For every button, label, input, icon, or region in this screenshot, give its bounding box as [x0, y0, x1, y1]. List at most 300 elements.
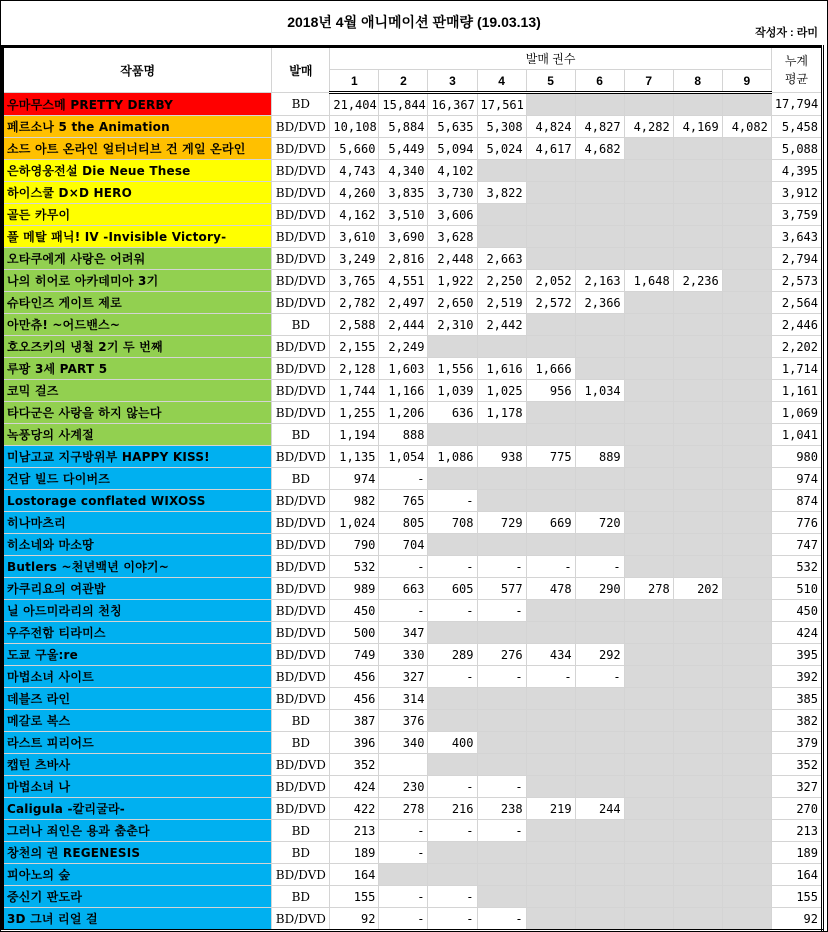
volume-1-sales-cell[interactable]: 450 [330, 600, 379, 622]
empty-cell[interactable] [477, 534, 526, 556]
volume-1-sales-cell[interactable]: 4,260 [330, 182, 379, 204]
volume-1-sales-cell[interactable]: 1,194 [330, 424, 379, 446]
volume-6-sales-cell[interactable]: 292 [575, 644, 624, 666]
title-cell[interactable]: 소드 아트 온라인 얼터너티브 건 게일 온라인 [3, 138, 272, 160]
volume-2-sales-cell[interactable]: 704 [379, 534, 428, 556]
format-cell[interactable]: BD/DVD [272, 204, 330, 226]
empty-cell[interactable] [575, 490, 624, 512]
title-cell[interactable]: 풀 메탈 패닉! IV -Invisible Victory- [3, 226, 272, 248]
empty-cell[interactable] [575, 534, 624, 556]
average-cell[interactable]: 747 [771, 534, 822, 556]
title-cell[interactable]: 녹풍당의 사계절 [3, 424, 272, 446]
empty-cell[interactable] [722, 490, 771, 512]
average-cell[interactable]: 379 [771, 732, 822, 754]
empty-cell[interactable] [526, 864, 575, 886]
average-cell[interactable]: 1,069 [771, 402, 822, 424]
title-cell[interactable]: 우주전함 티라미스 [3, 622, 272, 644]
average-cell[interactable]: 974 [771, 468, 822, 490]
column-header-volumes-group[interactable]: 발매 권수 [330, 47, 771, 70]
volume-7-sales-cell[interactable]: 1,648 [624, 270, 673, 292]
volume-4-sales-cell[interactable]: - [477, 666, 526, 688]
volume-1-sales-cell[interactable]: 10,108 [330, 116, 379, 138]
volume-1-sales-cell[interactable]: 1,024 [330, 512, 379, 534]
volume-5-sales-cell[interactable]: 669 [526, 512, 575, 534]
column-header-volume-4[interactable]: 4 [477, 70, 526, 93]
volume-6-sales-cell[interactable]: 2,163 [575, 270, 624, 292]
empty-cell[interactable] [624, 490, 673, 512]
volume-3-sales-cell[interactable]: - [428, 600, 477, 622]
format-cell[interactable]: BD/DVD [272, 292, 330, 314]
title-cell[interactable]: 라스트 피리어드 [3, 732, 272, 754]
empty-cell[interactable] [428, 622, 477, 644]
volume-1-sales-cell[interactable]: 1,744 [330, 380, 379, 402]
volume-2-sales-cell[interactable]: - [379, 908, 428, 931]
average-cell[interactable]: 980 [771, 446, 822, 468]
empty-cell[interactable] [477, 424, 526, 446]
volume-2-sales-cell[interactable] [379, 754, 428, 776]
volume-1-sales-cell[interactable]: 2,588 [330, 314, 379, 336]
volume-4-sales-cell[interactable]: 2,442 [477, 314, 526, 336]
volume-7-sales-cell[interactable]: 4,282 [624, 116, 673, 138]
empty-cell[interactable] [722, 182, 771, 204]
empty-cell[interactable] [428, 534, 477, 556]
volume-1-sales-cell[interactable]: 749 [330, 644, 379, 666]
volume-4-sales-cell[interactable]: 1,025 [477, 380, 526, 402]
volume-3-sales-cell[interactable]: - [428, 908, 477, 931]
average-cell[interactable]: 164 [771, 864, 822, 886]
volume-5-sales-cell[interactable]: 4,617 [526, 138, 575, 160]
average-cell[interactable]: 5,088 [771, 138, 822, 160]
empty-cell[interactable] [575, 468, 624, 490]
format-cell[interactable]: BD [272, 710, 330, 732]
format-cell[interactable]: BD/DVD [272, 490, 330, 512]
volume-1-sales-cell[interactable]: 1,255 [330, 402, 379, 424]
empty-cell[interactable] [526, 908, 575, 931]
empty-cell[interactable] [673, 754, 722, 776]
volume-2-sales-cell[interactable]: 376 [379, 710, 428, 732]
empty-cell[interactable] [624, 446, 673, 468]
empty-cell[interactable] [624, 798, 673, 820]
title-cell[interactable]: 루팡 3세 PART 5 [3, 358, 272, 380]
format-cell[interactable]: BD [272, 842, 330, 864]
empty-cell[interactable] [673, 248, 722, 270]
empty-cell[interactable] [575, 688, 624, 710]
empty-cell[interactable] [673, 644, 722, 666]
empty-cell[interactable] [673, 666, 722, 688]
volume-4-sales-cell[interactable]: - [477, 556, 526, 578]
average-cell[interactable]: 510 [771, 578, 822, 600]
format-cell[interactable]: BD/DVD [272, 754, 330, 776]
volume-5-sales-cell[interactable]: 775 [526, 446, 575, 468]
empty-cell[interactable] [526, 754, 575, 776]
empty-cell[interactable] [722, 314, 771, 336]
volume-1-sales-cell[interactable]: 989 [330, 578, 379, 600]
empty-cell[interactable] [722, 468, 771, 490]
volume-6-sales-cell[interactable]: - [575, 666, 624, 688]
empty-cell[interactable] [575, 314, 624, 336]
volume-6-sales-cell[interactable]: 889 [575, 446, 624, 468]
format-cell[interactable]: BD/DVD [272, 578, 330, 600]
empty-cell[interactable] [624, 226, 673, 248]
empty-cell[interactable] [624, 468, 673, 490]
volume-1-sales-cell[interactable]: 352 [330, 754, 379, 776]
empty-cell[interactable] [722, 270, 771, 292]
format-cell[interactable]: BD [272, 732, 330, 754]
empty-cell[interactable] [477, 468, 526, 490]
empty-cell[interactable] [673, 710, 722, 732]
volume-2-sales-cell[interactable]: 805 [379, 512, 428, 534]
empty-cell[interactable] [575, 622, 624, 644]
empty-cell[interactable] [575, 842, 624, 864]
format-cell[interactable]: BD/DVD [272, 380, 330, 402]
empty-cell[interactable] [624, 248, 673, 270]
average-cell[interactable]: 776 [771, 512, 822, 534]
empty-cell[interactable] [526, 490, 575, 512]
volume-4-sales-cell[interactable]: - [477, 776, 526, 798]
volume-3-sales-cell[interactable]: - [428, 776, 477, 798]
volume-1-sales-cell[interactable]: 2,155 [330, 336, 379, 358]
empty-cell[interactable] [722, 776, 771, 798]
format-cell[interactable]: BD/DVD [272, 226, 330, 248]
volume-1-sales-cell[interactable]: 3,610 [330, 226, 379, 248]
empty-cell[interactable] [624, 622, 673, 644]
volume-3-sales-cell[interactable]: 636 [428, 402, 477, 424]
format-cell[interactable]: BD/DVD [272, 402, 330, 424]
average-cell[interactable]: 213 [771, 820, 822, 842]
volume-6-sales-cell[interactable]: 290 [575, 578, 624, 600]
volume-1-sales-cell[interactable]: 424 [330, 776, 379, 798]
volume-4-sales-cell[interactable]: 3,822 [477, 182, 526, 204]
average-cell[interactable]: 874 [771, 490, 822, 512]
volume-2-sales-cell[interactable]: 4,551 [379, 270, 428, 292]
volume-2-sales-cell[interactable]: 278 [379, 798, 428, 820]
empty-cell[interactable] [428, 688, 477, 710]
empty-cell[interactable] [428, 710, 477, 732]
empty-cell[interactable] [526, 710, 575, 732]
empty-cell[interactable] [673, 402, 722, 424]
volume-4-sales-cell[interactable]: 2,250 [477, 270, 526, 292]
empty-cell[interactable] [722, 864, 771, 886]
empty-cell[interactable] [575, 248, 624, 270]
title-cell[interactable]: 코믹 걸즈 [3, 380, 272, 402]
volume-1-sales-cell[interactable]: 92 [330, 908, 379, 931]
empty-cell[interactable] [722, 204, 771, 226]
volume-2-sales-cell[interactable]: 15,844 [379, 93, 428, 116]
title-cell[interactable]: 창천의 권 REGENESIS [3, 842, 272, 864]
empty-cell[interactable] [722, 534, 771, 556]
title-cell[interactable]: Caligula -칼리굴라- [3, 798, 272, 820]
empty-cell[interactable] [477, 754, 526, 776]
empty-cell[interactable] [526, 182, 575, 204]
title-cell[interactable]: 슈타인즈 게이트 제로 [3, 292, 272, 314]
volume-1-sales-cell[interactable]: 500 [330, 622, 379, 644]
column-header-format[interactable]: 발매 [272, 47, 330, 93]
volume-3-sales-cell[interactable]: - [428, 886, 477, 908]
empty-cell[interactable] [575, 424, 624, 446]
format-cell[interactable]: BD/DVD [272, 138, 330, 160]
empty-cell[interactable] [673, 358, 722, 380]
empty-cell[interactable] [575, 182, 624, 204]
title-cell[interactable]: Butlers ~천년백년 이야기~ [3, 556, 272, 578]
empty-cell[interactable] [575, 732, 624, 754]
title-cell[interactable]: 닐 아드미라리의 천칭 [3, 600, 272, 622]
empty-cell[interactable] [722, 336, 771, 358]
empty-cell[interactable] [575, 160, 624, 182]
empty-cell[interactable] [673, 534, 722, 556]
empty-cell[interactable] [722, 644, 771, 666]
empty-cell[interactable] [673, 292, 722, 314]
volume-5-sales-cell[interactable]: 1,666 [526, 358, 575, 380]
volume-1-sales-cell[interactable]: 4,743 [330, 160, 379, 182]
column-header-average[interactable] [771, 47, 822, 93]
empty-cell[interactable] [722, 622, 771, 644]
format-cell[interactable]: BD [272, 314, 330, 336]
format-cell[interactable]: BD/DVD [272, 358, 330, 380]
volume-5-sales-cell[interactable]: 4,824 [526, 116, 575, 138]
empty-cell[interactable] [575, 402, 624, 424]
empty-cell[interactable] [673, 600, 722, 622]
average-cell[interactable]: 382 [771, 710, 822, 732]
empty-cell[interactable] [477, 204, 526, 226]
volume-1-sales-cell[interactable]: 1,135 [330, 446, 379, 468]
volume-3-sales-cell[interactable]: - [428, 556, 477, 578]
format-cell[interactable]: BD/DVD [272, 600, 330, 622]
empty-cell[interactable] [722, 798, 771, 820]
volume-4-sales-cell[interactable]: 2,663 [477, 248, 526, 270]
volume-9-sales-cell[interactable]: 4,082 [722, 116, 771, 138]
empty-cell[interactable] [624, 358, 673, 380]
volume-6-sales-cell[interactable]: - [575, 556, 624, 578]
empty-cell[interactable] [673, 380, 722, 402]
empty-cell[interactable] [575, 754, 624, 776]
empty-cell[interactable] [673, 908, 722, 931]
volume-5-sales-cell[interactable]: - [526, 556, 575, 578]
average-cell[interactable]: 5,458 [771, 116, 822, 138]
format-cell[interactable]: BD/DVD [272, 160, 330, 182]
volume-4-sales-cell[interactable]: 1,178 [477, 402, 526, 424]
title-cell[interactable]: Lostorage conflated WIXOSS [3, 490, 272, 512]
volume-3-sales-cell[interactable]: - [428, 820, 477, 842]
format-cell[interactable]: BD/DVD [272, 798, 330, 820]
empty-cell[interactable] [428, 336, 477, 358]
title-cell[interactable]: 피아노의 숲 [3, 864, 272, 886]
title-cell[interactable]: 우마무스메 PRETTY DERBY [3, 93, 272, 116]
volume-3-sales-cell[interactable]: 3,628 [428, 226, 477, 248]
format-cell[interactable]: BD [272, 424, 330, 446]
volume-1-sales-cell[interactable]: 790 [330, 534, 379, 556]
empty-cell[interactable] [477, 622, 526, 644]
column-header-volume-2[interactable]: 2 [379, 70, 428, 93]
volume-2-sales-cell[interactable]: - [379, 842, 428, 864]
volume-3-sales-cell[interactable]: 2,448 [428, 248, 477, 270]
empty-cell[interactable] [526, 600, 575, 622]
empty-cell[interactable] [722, 292, 771, 314]
empty-cell[interactable] [575, 204, 624, 226]
empty-cell[interactable] [428, 864, 477, 886]
volume-2-sales-cell[interactable]: 1,166 [379, 380, 428, 402]
title-cell[interactable]: 데블즈 라인 [3, 688, 272, 710]
empty-cell[interactable] [673, 490, 722, 512]
empty-cell[interactable] [624, 160, 673, 182]
empty-cell[interactable] [379, 864, 428, 886]
volume-2-sales-cell[interactable]: 2,444 [379, 314, 428, 336]
volume-2-sales-cell[interactable]: - [379, 556, 428, 578]
volume-2-sales-cell[interactable]: 330 [379, 644, 428, 666]
empty-cell[interactable] [673, 204, 722, 226]
volume-1-sales-cell[interactable]: 21,404 [330, 93, 379, 116]
empty-cell[interactable] [526, 248, 575, 270]
empty-cell[interactable] [575, 886, 624, 908]
empty-cell[interactable] [477, 710, 526, 732]
empty-cell[interactable] [624, 710, 673, 732]
empty-cell[interactable] [624, 776, 673, 798]
volume-6-sales-cell[interactable]: 720 [575, 512, 624, 534]
format-cell[interactable]: BD [272, 468, 330, 490]
column-header-volume-3[interactable]: 3 [428, 70, 477, 93]
empty-cell[interactable] [477, 226, 526, 248]
volume-2-sales-cell[interactable]: 314 [379, 688, 428, 710]
average-cell[interactable]: 3,759 [771, 204, 822, 226]
volume-4-sales-cell[interactable]: 5,308 [477, 116, 526, 138]
empty-cell[interactable] [673, 468, 722, 490]
volume-1-sales-cell[interactable]: 3,249 [330, 248, 379, 270]
empty-cell[interactable] [673, 776, 722, 798]
volume-2-sales-cell[interactable]: - [379, 600, 428, 622]
volume-4-sales-cell[interactable]: - [477, 600, 526, 622]
empty-cell[interactable] [526, 160, 575, 182]
format-cell[interactable]: BD/DVD [272, 446, 330, 468]
empty-cell[interactable] [673, 732, 722, 754]
volume-5-sales-cell[interactable]: 434 [526, 644, 575, 666]
empty-cell[interactable] [673, 688, 722, 710]
empty-cell[interactable] [477, 864, 526, 886]
empty-cell[interactable] [477, 490, 526, 512]
volume-4-sales-cell[interactable]: 577 [477, 578, 526, 600]
format-cell[interactable]: BD/DVD [272, 248, 330, 270]
empty-cell[interactable] [575, 93, 624, 116]
empty-cell[interactable] [624, 556, 673, 578]
volume-2-sales-cell[interactable]: - [379, 886, 428, 908]
empty-cell[interactable] [575, 358, 624, 380]
volume-8-sales-cell[interactable]: 2,236 [673, 270, 722, 292]
average-cell[interactable]: 2,202 [771, 336, 822, 358]
empty-cell[interactable] [624, 204, 673, 226]
volume-3-sales-cell[interactable]: 1,086 [428, 446, 477, 468]
empty-cell[interactable] [526, 402, 575, 424]
empty-cell[interactable] [722, 732, 771, 754]
volume-3-sales-cell[interactable]: 400 [428, 732, 477, 754]
empty-cell[interactable] [526, 336, 575, 358]
volume-6-sales-cell[interactable]: 4,682 [575, 138, 624, 160]
volume-6-sales-cell[interactable]: 2,366 [575, 292, 624, 314]
average-cell[interactable]: 189 [771, 842, 822, 864]
title-cell[interactable]: 건담 빌드 다이버즈 [3, 468, 272, 490]
title-cell[interactable]: 마법소녀 사이트 [3, 666, 272, 688]
volume-1-sales-cell[interactable]: 456 [330, 688, 379, 710]
empty-cell[interactable] [722, 424, 771, 446]
empty-cell[interactable] [575, 336, 624, 358]
format-cell[interactable]: BD/DVD [272, 688, 330, 710]
volume-1-sales-cell[interactable]: 4,162 [330, 204, 379, 226]
title-cell[interactable]: 히소네와 마소땅 [3, 534, 272, 556]
empty-cell[interactable] [722, 556, 771, 578]
empty-cell[interactable] [624, 666, 673, 688]
title-cell[interactable]: 은하영웅전설 Die Neue These [3, 160, 272, 182]
column-header-volume-7[interactable]: 7 [624, 70, 673, 93]
volume-1-sales-cell[interactable]: 396 [330, 732, 379, 754]
format-cell[interactable]: BD/DVD [272, 336, 330, 358]
volume-4-sales-cell[interactable]: 238 [477, 798, 526, 820]
empty-cell[interactable] [477, 160, 526, 182]
average-cell[interactable]: 155 [771, 886, 822, 908]
average-cell[interactable]: 352 [771, 754, 822, 776]
empty-cell[interactable] [575, 864, 624, 886]
volume-4-sales-cell[interactable]: 5,024 [477, 138, 526, 160]
empty-cell[interactable] [477, 842, 526, 864]
format-cell[interactable]: BD/DVD [272, 512, 330, 534]
volume-3-sales-cell[interactable]: 5,094 [428, 138, 477, 160]
title-cell[interactable]: 중신기 판도라 [3, 886, 272, 908]
empty-cell[interactable] [624, 182, 673, 204]
empty-cell[interactable] [722, 226, 771, 248]
title-cell[interactable]: 호오즈키의 냉철 2기 두 번째 [3, 336, 272, 358]
empty-cell[interactable] [624, 292, 673, 314]
title-cell[interactable]: 도쿄 구울:re [3, 644, 272, 666]
column-header-title[interactable]: 작품명 [3, 47, 272, 93]
average-cell[interactable]: 424 [771, 622, 822, 644]
empty-cell[interactable] [526, 204, 575, 226]
average-cell[interactable]: 2,573 [771, 270, 822, 292]
average-cell[interactable]: 392 [771, 666, 822, 688]
empty-cell[interactable] [722, 93, 771, 116]
empty-cell[interactable] [722, 754, 771, 776]
volume-2-sales-cell[interactable]: 340 [379, 732, 428, 754]
empty-cell[interactable] [673, 314, 722, 336]
volume-1-sales-cell[interactable]: 164 [330, 864, 379, 886]
volume-7-sales-cell[interactable]: 278 [624, 578, 673, 600]
format-cell[interactable]: BD/DVD [272, 116, 330, 138]
average-cell[interactable]: 1,161 [771, 380, 822, 402]
empty-cell[interactable] [624, 864, 673, 886]
empty-cell[interactable] [526, 226, 575, 248]
volume-4-sales-cell[interactable]: - [477, 908, 526, 931]
empty-cell[interactable] [624, 754, 673, 776]
empty-cell[interactable] [722, 402, 771, 424]
title-cell[interactable]: 나의 히어로 아카데미아 3기 [3, 270, 272, 292]
volume-2-sales-cell[interactable]: 2,816 [379, 248, 428, 270]
volume-4-sales-cell[interactable]: 1,616 [477, 358, 526, 380]
volume-2-sales-cell[interactable]: 888 [379, 424, 428, 446]
volume-3-sales-cell[interactable]: 708 [428, 512, 477, 534]
empty-cell[interactable] [477, 336, 526, 358]
empty-cell[interactable] [673, 842, 722, 864]
volume-2-sales-cell[interactable]: 347 [379, 622, 428, 644]
volume-2-sales-cell[interactable]: 5,449 [379, 138, 428, 160]
average-cell[interactable]: 327 [771, 776, 822, 798]
empty-cell[interactable] [575, 226, 624, 248]
empty-cell[interactable] [722, 688, 771, 710]
volume-1-sales-cell[interactable]: 5,660 [330, 138, 379, 160]
empty-cell[interactable] [673, 622, 722, 644]
volume-3-sales-cell[interactable]: 16,367 [428, 93, 477, 116]
empty-cell[interactable] [673, 512, 722, 534]
empty-cell[interactable] [526, 622, 575, 644]
volume-2-sales-cell[interactable]: - [379, 820, 428, 842]
empty-cell[interactable] [722, 248, 771, 270]
empty-cell[interactable] [428, 842, 477, 864]
volume-2-sales-cell[interactable]: 2,249 [379, 336, 428, 358]
empty-cell[interactable] [722, 578, 771, 600]
